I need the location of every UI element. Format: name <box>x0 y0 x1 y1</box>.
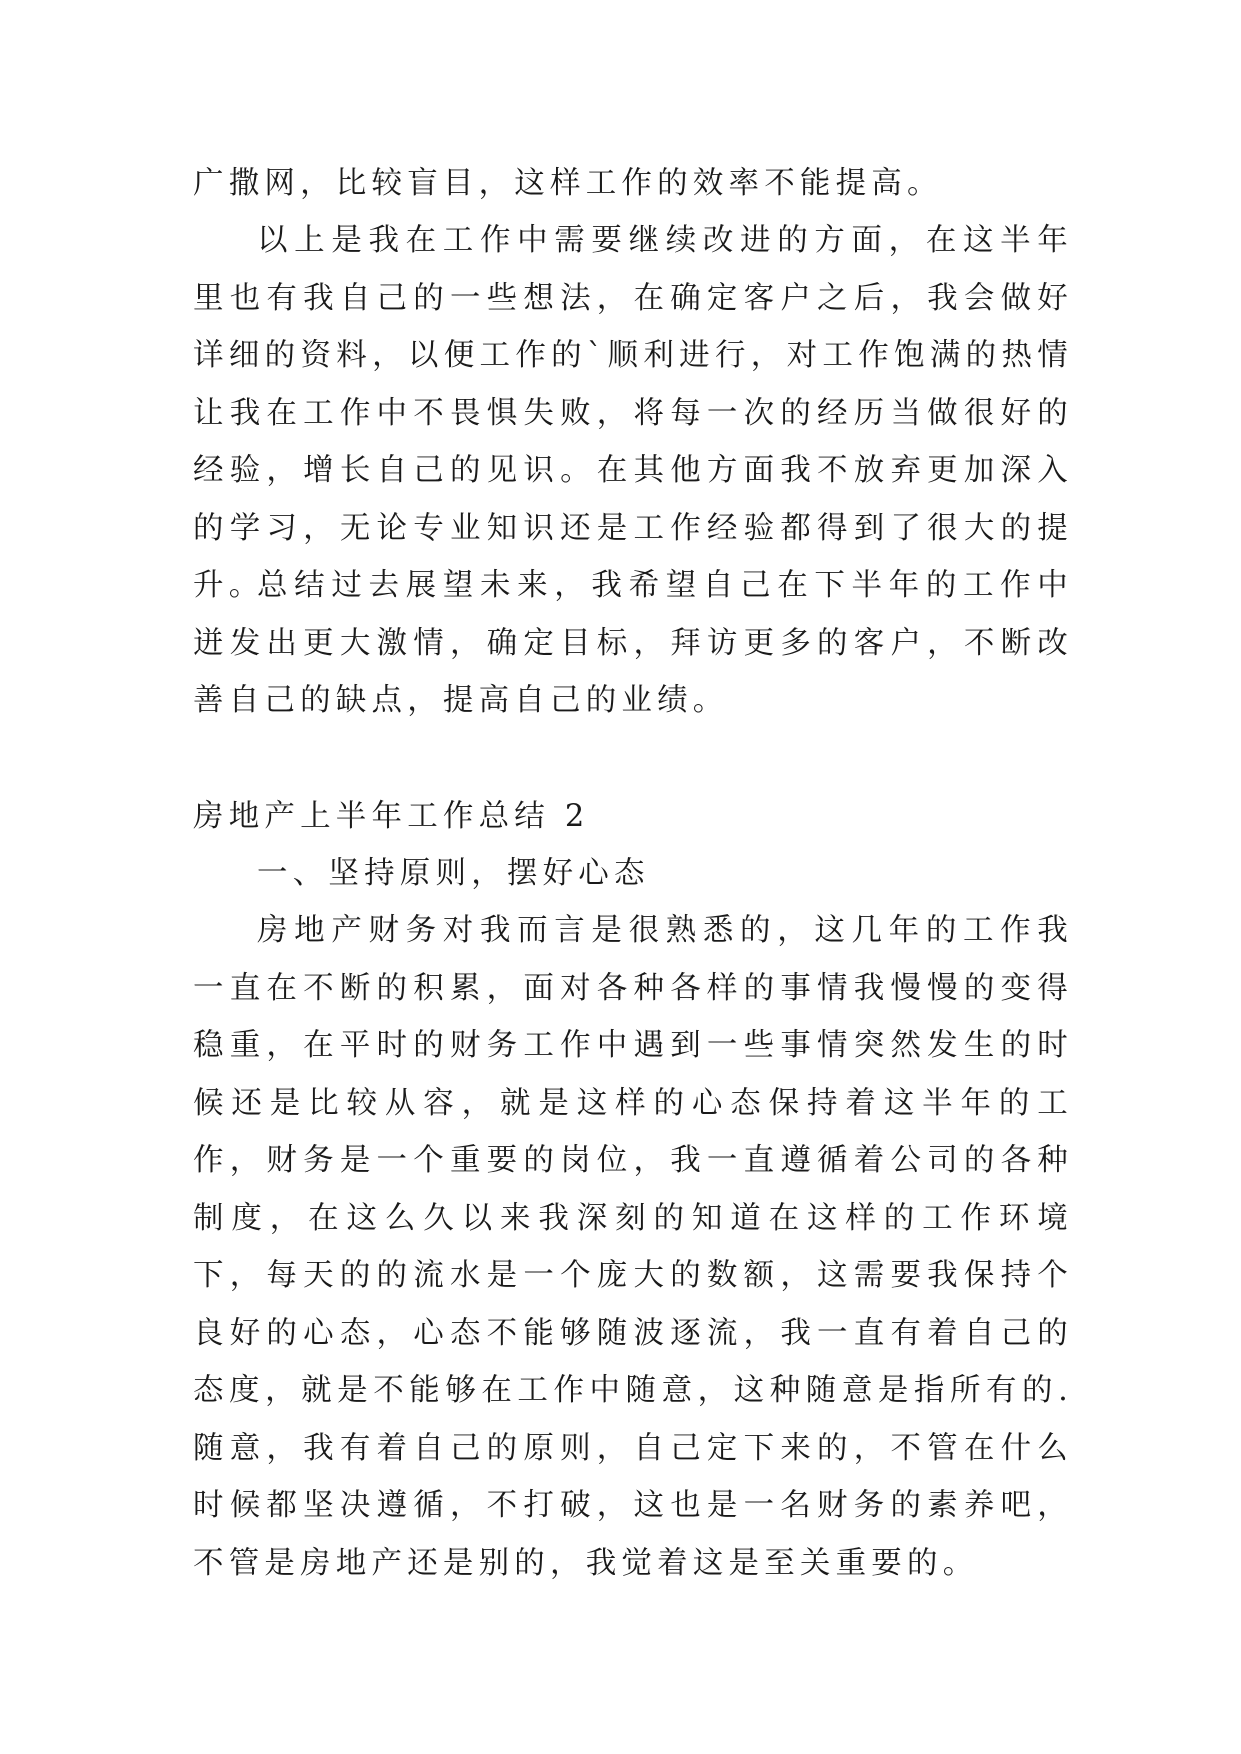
body-paragraph: 房地产财务对我而言是很熟悉的，这几年的工作我一直在不断的积累，面对各种各样的事情我慢慢的变得稳重，在平时的财务工作中遇到一些事情突然发生的时候还是比较从容，就是这样的心态保持着这半年的工作，财务是一个重要的岗位，我一直遵循着公司的各种制度，在这么久以来我深刻的知道在这样的工作环境下，每天的的流水是一个庞大的数额，这需要我保持个良好的心态，心态不能够随波逐流，我一直有着自己的态度，就是不能够在工作中随意，这种随意是指所有的.随意，我有着自己的原则，自己定下来的，不管在什么时候都坚决遵循，不打破，这也是一名财务的素养吧，不管是房地产还是别的，我觉着这是至关重要的。 <box>193 913 1073 1581</box>
body-paragraph: 以上是我在工作中需要继续改进的方面，在这半年里也有我自己的一些想法，在确定客户之后，我会做好详细的资料，以便工作的`顺利进行，对工作饱满的热情让我在工作中不畏惧失败，将每一次的经历当做很好的经验，增长自己的见识。在其他方面我不放弃更加深入的学习，无论专业知识还是工作经验都得到了很大的提升。 <box>193 223 1073 603</box>
body-paragraph: 总结过去展望未来，我希望自己在下半年的工作中迸发出更大激情，确定目标，拜访更多的客户，不断改善自己的缺点，提高自己的业绩。 <box>193 568 1073 718</box>
subsection-title: 一、坚持原则，摆好心态 <box>257 856 650 891</box>
section-title: 房地产上半年工作总结 2 <box>193 799 590 834</box>
continuation-paragraph: 广撒网，比较盲目，这样工作的效率不能提高。 <box>193 166 943 201</box>
